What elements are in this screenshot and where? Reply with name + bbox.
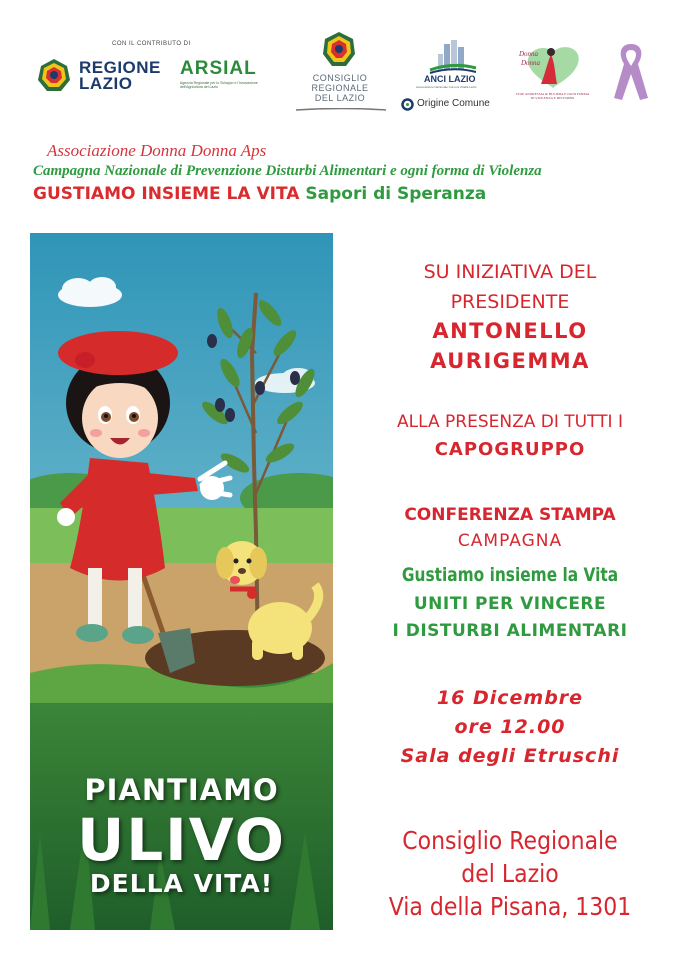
consiglio-logo-text bbox=[302, 73, 378, 103]
campaign-label: CAMPAGNA bbox=[457, 531, 563, 551]
president-first-name: ANTONELLO bbox=[432, 319, 588, 343]
conference-title: CONFERENZA STAMPA bbox=[404, 505, 616, 525]
event-room: Sala degli Etruschi bbox=[400, 745, 620, 767]
arsial-subtitle: Agenzia Regionale per lo Sviluppo e l'Innovazione dell'Agricoltura del Lazio bbox=[180, 81, 258, 89]
awareness-ribbon-icon bbox=[610, 40, 652, 104]
initiative-line-2: PRESIDENTE bbox=[450, 291, 570, 313]
event-motto bbox=[33, 184, 486, 204]
origine-comune-text: Origine Comune bbox=[417, 98, 490, 109]
origine-comune-icon bbox=[401, 98, 414, 111]
event-time: ore 12.00 bbox=[454, 716, 566, 738]
motto-red: GUSTIAMO INSIEME LA VITA bbox=[33, 184, 300, 204]
president-name bbox=[340, 316, 679, 376]
consiglio-underline bbox=[296, 108, 386, 111]
anci-logo-text: ANCI LAZIO bbox=[424, 74, 476, 84]
contribution-label: CON IL CONTRIBUTO DI bbox=[112, 41, 191, 47]
event-date: 16 Dicembre bbox=[436, 687, 584, 709]
regione-lazio-logo-text bbox=[79, 60, 161, 92]
svg-text:Donna: Donna bbox=[521, 59, 541, 67]
president-last-name: AURIGEMMA bbox=[430, 349, 590, 373]
anci-buildings-icon bbox=[428, 40, 478, 74]
venue-line-2: del Lazio bbox=[461, 859, 559, 888]
donna-donna-logo-icon bbox=[517, 44, 587, 90]
anci-subtitle: Associazione Nazionale Comuni d'Italia Lazio bbox=[416, 85, 477, 89]
event-schedule bbox=[340, 684, 679, 771]
donna-donna-subtitle: STOP ANORESSIA & BULIMIA E OGNI FORMA DI VIOLENZA E DISTURBO bbox=[515, 92, 590, 100]
campaign-title: Campagna Nazionale di Prevenzione Disturbi Alimentari e ogni forma di Violenza bbox=[33, 163, 542, 179]
arsial-logo: ARSIAL bbox=[180, 58, 257, 79]
venue-line-3: Via della Pisana, 1301 bbox=[388, 892, 632, 921]
venue-address bbox=[360, 824, 659, 923]
slogan-line-2: I DISTURBI ALIMENTARI bbox=[392, 621, 628, 641]
poster-line-3: DELLA VITA! bbox=[89, 869, 274, 898]
association-name: Associazione Donna Donna Aps bbox=[47, 141, 267, 160]
campaign-name: Gustiamo insieme la Vita bbox=[401, 564, 619, 586]
slogan-line-1: UNITI PER VINCERE bbox=[413, 594, 607, 614]
group-text: CAPOGRUPPO bbox=[434, 439, 586, 460]
motto-green: Sapori di Speranza bbox=[305, 184, 487, 204]
consiglio-line-3: DEL LAZIO bbox=[314, 93, 366, 103]
poster-line-2: ULIVO bbox=[77, 806, 286, 874]
svg-text:Donna: Donna bbox=[519, 50, 539, 58]
consiglio-line-2: REGIONALE bbox=[311, 83, 369, 93]
lazio-word: LAZIO bbox=[79, 74, 133, 93]
consiglio-line-1: CONSIGLIO bbox=[312, 73, 368, 83]
poster-line-1: PIANTIAMO bbox=[84, 773, 279, 807]
regione-lazio-emblem-icon bbox=[37, 58, 71, 92]
slogan bbox=[340, 591, 679, 645]
venue-line-1: Consiglio Regionale bbox=[402, 826, 618, 855]
regione-word: REGIONE bbox=[79, 58, 161, 77]
initiative-text bbox=[340, 257, 679, 317]
initiative-line-1: SU INIZIATIVA DEL bbox=[423, 261, 597, 283]
presence-text: ALLA PRESENZA DI TUTTI I bbox=[397, 412, 623, 432]
consiglio-emblem-icon bbox=[322, 31, 356, 67]
